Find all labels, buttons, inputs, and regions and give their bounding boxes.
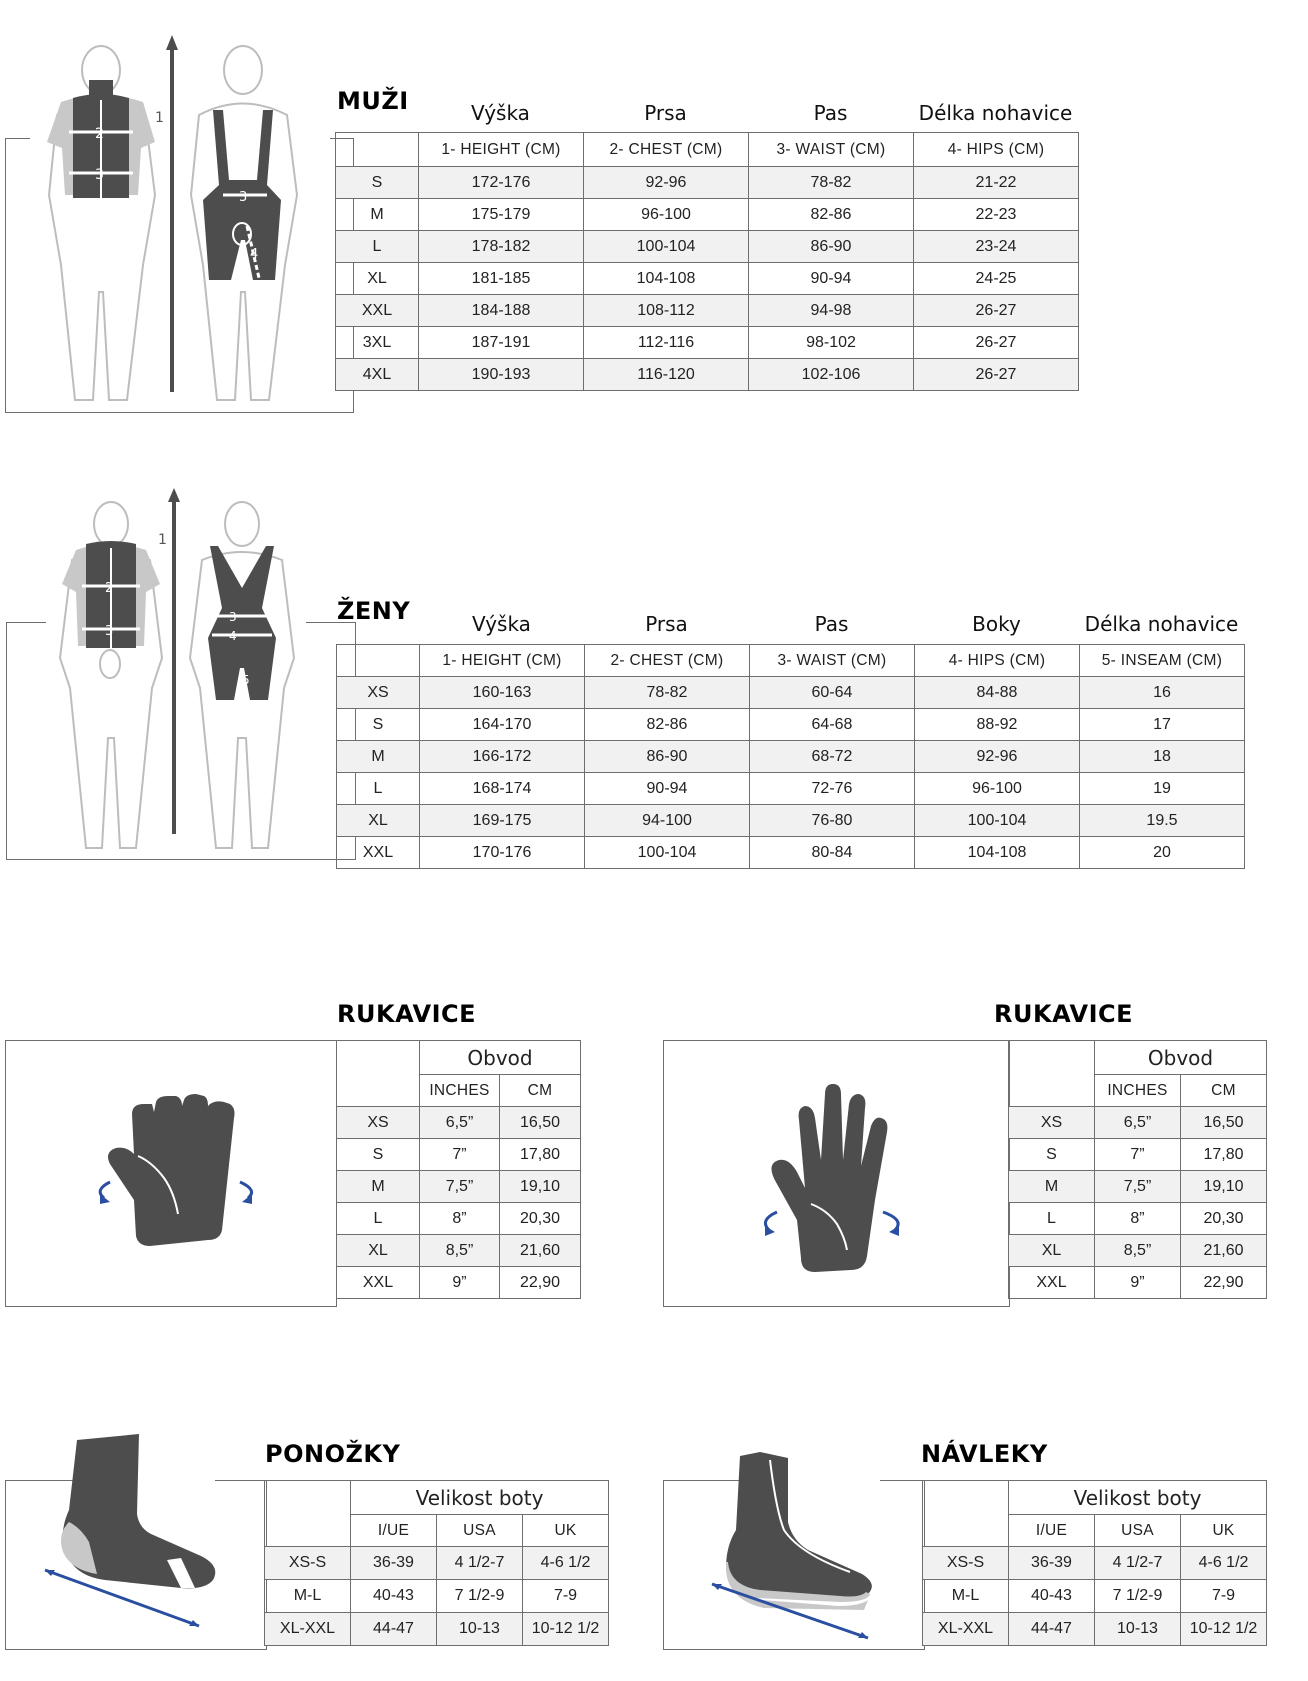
size-cell: M xyxy=(337,1171,420,1203)
table-cell: 96-100 xyxy=(915,773,1080,805)
women-header-inseam: 5- INSEAM (CM) xyxy=(1080,645,1245,677)
table-cell: 19,10 xyxy=(1181,1171,1267,1203)
socks-header-eu: I/UE xyxy=(351,1515,437,1547)
table-cell: 190-193 xyxy=(419,359,584,391)
table-row xyxy=(336,327,1079,359)
gloves-long-header-cm: CM xyxy=(1181,1075,1267,1107)
size-cell: 3XL xyxy=(336,327,419,359)
table-cell: 6,5” xyxy=(420,1107,500,1139)
table-cell: 88-92 xyxy=(915,709,1080,741)
women-header-height: 1- HEIGHT (CM) xyxy=(420,645,585,677)
table-cell: 164-170 xyxy=(420,709,585,741)
size-cell: S xyxy=(337,709,420,741)
table-row xyxy=(337,741,1245,773)
size-cell: XL-XXL xyxy=(923,1613,1009,1646)
short-finger-glove-icon xyxy=(90,1090,270,1260)
full-finger-glove-icon xyxy=(755,1080,925,1280)
table-row xyxy=(336,295,1079,327)
table-row xyxy=(336,199,1079,231)
size-cell: XXL xyxy=(336,295,419,327)
table-cell: 178-182 xyxy=(419,231,584,263)
table-cell: 16 xyxy=(1080,677,1245,709)
table-cell: 18 xyxy=(1080,741,1245,773)
size-cell: L xyxy=(336,231,419,263)
table-cell: 10-13 xyxy=(1095,1613,1181,1646)
men-header-waist: 3- WAIST (CM) xyxy=(749,133,914,167)
size-cell: S xyxy=(336,167,419,199)
table-cell: 60-64 xyxy=(750,677,915,709)
gloves-short-header-inches: INCHES xyxy=(420,1075,500,1107)
women-label-hips: Boky xyxy=(972,612,1021,636)
table-cell: 8” xyxy=(1095,1203,1181,1235)
table-cell: 22,90 xyxy=(1181,1267,1267,1299)
table-cell: 86-90 xyxy=(749,231,914,263)
gloves-short-header-cm: CM xyxy=(500,1075,581,1107)
table-cell: 187-191 xyxy=(419,327,584,359)
table-cell: 26-27 xyxy=(914,327,1079,359)
table-row xyxy=(1009,1171,1267,1203)
svg-text:5: 5 xyxy=(242,673,250,687)
size-cell: XL xyxy=(337,1235,420,1267)
size-cell: XS-S xyxy=(265,1547,351,1580)
table-cell: 94-100 xyxy=(585,805,750,837)
socks-group-row xyxy=(265,1481,609,1515)
table-cell: 82-86 xyxy=(749,199,914,231)
men-label-inseam: Délka nohavice xyxy=(918,101,1073,125)
table-cell: 10-12 1/2 xyxy=(523,1613,609,1646)
table-cell: 8,5” xyxy=(1095,1235,1181,1267)
table-cell: 116-120 xyxy=(584,359,749,391)
table-cell: 181-185 xyxy=(419,263,584,295)
table-cell: 44-47 xyxy=(351,1613,437,1646)
table-cell: 108-112 xyxy=(584,295,749,327)
gloves-short-table xyxy=(336,1040,581,1299)
table-cell: 175-179 xyxy=(419,199,584,231)
table-cell: 19.5 xyxy=(1080,805,1245,837)
table-row xyxy=(337,709,1245,741)
table-cell: 8” xyxy=(420,1203,500,1235)
size-cell: XXL xyxy=(1009,1267,1095,1299)
size-cell: L xyxy=(337,773,420,805)
women-height-marker: 1 xyxy=(158,532,167,548)
size-cell: XXL xyxy=(337,837,420,869)
table-cell: 172-176 xyxy=(419,167,584,199)
table-cell: 40-43 xyxy=(351,1580,437,1613)
table-row xyxy=(337,1267,581,1299)
socks-header-usa: USA xyxy=(437,1515,523,1547)
table-cell: 168-174 xyxy=(420,773,585,805)
table-cell: 40-43 xyxy=(1009,1580,1095,1613)
table-cell: 36-39 xyxy=(351,1547,437,1580)
size-cell: XXL xyxy=(337,1267,420,1299)
table-cell: 26-27 xyxy=(914,359,1079,391)
table-cell: 84-88 xyxy=(915,677,1080,709)
size-cell: M xyxy=(336,199,419,231)
table-cell: 22-23 xyxy=(914,199,1079,231)
table-cell: 7,5” xyxy=(1095,1171,1181,1203)
table-row xyxy=(337,1235,581,1267)
women-label-waist: Pas xyxy=(814,612,849,636)
size-cell: XL xyxy=(337,805,420,837)
table-cell: 90-94 xyxy=(585,773,750,805)
table-cell: 90-94 xyxy=(749,263,914,295)
overshoe-icon xyxy=(700,1450,900,1640)
table-row xyxy=(337,1171,581,1203)
table-row xyxy=(923,1547,1267,1580)
socks-table xyxy=(264,1480,609,1646)
size-cell: L xyxy=(1009,1203,1095,1235)
table-cell: 10-13 xyxy=(437,1613,523,1646)
svg-text:4: 4 xyxy=(250,247,259,262)
table-row xyxy=(923,1580,1267,1613)
overshoes-header-eu: I/UE xyxy=(1009,1515,1095,1547)
table-cell: 82-86 xyxy=(585,709,750,741)
svg-text:2: 2 xyxy=(105,581,114,596)
svg-text:3: 3 xyxy=(239,190,248,205)
table-cell: 6,5” xyxy=(1095,1107,1181,1139)
size-cell: XS xyxy=(337,677,420,709)
table-row xyxy=(337,1139,581,1171)
women-size-table xyxy=(336,644,1245,869)
table-cell: 76-80 xyxy=(750,805,915,837)
table-cell: 112-116 xyxy=(584,327,749,359)
women-label-chest: Prsa xyxy=(645,612,688,636)
table-cell: 7 1/2-9 xyxy=(1095,1580,1181,1613)
table-cell: 20 xyxy=(1080,837,1245,869)
table-cell: 86-90 xyxy=(585,741,750,773)
men-label-height: Výška xyxy=(471,101,530,125)
men-height-marker: 1 xyxy=(155,110,164,126)
men-label-chest: Prsa xyxy=(644,101,687,125)
table-cell: 21,60 xyxy=(1181,1235,1267,1267)
table-cell: 100-104 xyxy=(585,837,750,869)
table-cell: 21-22 xyxy=(914,167,1079,199)
table-cell: 21,60 xyxy=(500,1235,581,1267)
gloves-short-title: RUKAVICE xyxy=(337,1000,477,1028)
table-cell: 24-25 xyxy=(914,263,1079,295)
gloves-long-group-row xyxy=(1009,1041,1267,1075)
gloves-long-corner xyxy=(1009,1041,1095,1107)
table-row xyxy=(337,1203,581,1235)
gloves-short-group-row xyxy=(337,1041,581,1075)
women-title: ŽENY xyxy=(337,597,411,625)
table-cell: 7-9 xyxy=(1181,1580,1267,1613)
table-cell: 68-72 xyxy=(750,741,915,773)
table-row xyxy=(337,773,1245,805)
svg-text:2: 2 xyxy=(95,126,104,142)
table-row xyxy=(336,359,1079,391)
gloves-long-group-label: Obvod xyxy=(1095,1041,1267,1075)
table-cell: 26-27 xyxy=(914,295,1079,327)
men-title: MUŽI xyxy=(337,87,409,115)
men-header-hips: 4- HIPS (CM) xyxy=(914,133,1079,167)
table-cell: 104-108 xyxy=(584,263,749,295)
table-cell: 9” xyxy=(420,1267,500,1299)
women-header-hips: 4- HIPS (CM) xyxy=(915,645,1080,677)
size-cell: XS xyxy=(337,1107,420,1139)
table-cell: 92-96 xyxy=(915,741,1080,773)
men-size-table xyxy=(335,132,1079,391)
men-figure-illustration xyxy=(5,20,354,415)
size-cell: S xyxy=(337,1139,420,1171)
table-cell: 7-9 xyxy=(523,1580,609,1613)
overshoes-header-uk: UK xyxy=(1181,1515,1267,1547)
table-cell: 7” xyxy=(1095,1139,1181,1171)
table-cell: 98-102 xyxy=(749,327,914,359)
size-cell: XL xyxy=(336,263,419,295)
table-cell: 22,90 xyxy=(500,1267,581,1299)
table-cell: 23-24 xyxy=(914,231,1079,263)
women-figure-illustration xyxy=(6,488,356,860)
women-header-size xyxy=(337,645,420,677)
gloves-short-group-label: Obvod xyxy=(420,1041,581,1075)
women-header-waist: 3- WAIST (CM) xyxy=(750,645,915,677)
table-cell: 100-104 xyxy=(915,805,1080,837)
gloves-long-title: RUKAVICE xyxy=(994,1000,1134,1028)
size-cell: M xyxy=(1009,1171,1095,1203)
table-cell: 16,50 xyxy=(500,1107,581,1139)
table-cell: 8,5” xyxy=(420,1235,500,1267)
table-cell: 160-163 xyxy=(420,677,585,709)
svg-text:3: 3 xyxy=(229,610,237,624)
table-cell: 4 1/2-7 xyxy=(437,1547,523,1580)
size-cell: M xyxy=(337,741,420,773)
table-cell: 20,30 xyxy=(500,1203,581,1235)
table-cell: 78-82 xyxy=(749,167,914,199)
table-cell: 94-98 xyxy=(749,295,914,327)
men-header-row xyxy=(336,133,1079,167)
table-row xyxy=(265,1547,609,1580)
table-cell: 36-39 xyxy=(1009,1547,1095,1580)
table-row xyxy=(1009,1139,1267,1171)
table-row xyxy=(265,1580,609,1613)
women-header-row xyxy=(337,645,1245,677)
socks-group-label: Velikost boty xyxy=(351,1481,609,1515)
overshoes-title: NÁVLEKY xyxy=(921,1440,1048,1468)
men-header-size xyxy=(336,133,419,167)
size-cell: 4XL xyxy=(336,359,419,391)
table-row xyxy=(923,1613,1267,1646)
table-cell: 4-6 1/2 xyxy=(1181,1547,1267,1580)
table-cell: 100-104 xyxy=(584,231,749,263)
table-row xyxy=(337,805,1245,837)
table-cell: 92-96 xyxy=(584,167,749,199)
table-cell: 102-106 xyxy=(749,359,914,391)
socks-header-uk: UK xyxy=(523,1515,609,1547)
women-label-height: Výška xyxy=(472,612,531,636)
size-cell: L xyxy=(337,1203,420,1235)
table-row xyxy=(1009,1107,1267,1139)
table-row xyxy=(336,263,1079,295)
table-cell: 17 xyxy=(1080,709,1245,741)
table-cell: 7 1/2-9 xyxy=(437,1580,523,1613)
table-cell: 166-172 xyxy=(420,741,585,773)
men-header-height: 1- HEIGHT (CM) xyxy=(419,133,584,167)
table-row xyxy=(1009,1235,1267,1267)
table-cell: 9” xyxy=(1095,1267,1181,1299)
size-cell: XL xyxy=(1009,1235,1095,1267)
table-cell: 17,80 xyxy=(1181,1139,1267,1171)
svg-text:3: 3 xyxy=(95,167,104,183)
gloves-short-corner xyxy=(337,1041,420,1107)
table-row xyxy=(337,1107,581,1139)
table-cell: 44-47 xyxy=(1009,1613,1095,1646)
women-header-chest: 2- CHEST (CM) xyxy=(585,645,750,677)
table-cell: 19,10 xyxy=(500,1171,581,1203)
svg-text:3: 3 xyxy=(105,624,114,639)
svg-text:4: 4 xyxy=(229,629,237,643)
gloves-long-header-inches: INCHES xyxy=(1095,1075,1181,1107)
socks-title: PONOŽKY xyxy=(265,1440,401,1468)
overshoes-group-row xyxy=(923,1481,1267,1515)
size-cell: XL-XXL xyxy=(265,1613,351,1646)
size-cell: M-L xyxy=(265,1580,351,1613)
socks-corner xyxy=(265,1481,351,1547)
table-cell: 16,50 xyxy=(1181,1107,1267,1139)
table-cell: 4 1/2-7 xyxy=(1095,1547,1181,1580)
overshoes-table xyxy=(922,1480,1267,1646)
table-cell: 4-6 1/2 xyxy=(523,1547,609,1580)
overshoes-header-usa: USA xyxy=(1095,1515,1181,1547)
men-header-chest: 2- CHEST (CM) xyxy=(584,133,749,167)
size-cell: XS-S xyxy=(923,1547,1009,1580)
table-cell: 7” xyxy=(420,1139,500,1171)
size-cell: M-L xyxy=(923,1580,1009,1613)
table-cell: 10-12 1/2 xyxy=(1181,1613,1267,1646)
table-cell: 17,80 xyxy=(500,1139,581,1171)
table-cell: 104-108 xyxy=(915,837,1080,869)
table-row xyxy=(337,677,1245,709)
overshoes-group-label: Velikost boty xyxy=(1009,1481,1267,1515)
table-cell: 80-84 xyxy=(750,837,915,869)
table-cell: 72-76 xyxy=(750,773,915,805)
table-cell: 7,5” xyxy=(420,1171,500,1203)
table-cell: 96-100 xyxy=(584,199,749,231)
size-cell: S xyxy=(1009,1139,1095,1171)
table-row xyxy=(336,231,1079,263)
table-cell: 19 xyxy=(1080,773,1245,805)
table-row xyxy=(1009,1203,1267,1235)
size-cell: XS xyxy=(1009,1107,1095,1139)
table-row xyxy=(1009,1267,1267,1299)
table-cell: 169-175 xyxy=(420,805,585,837)
table-row xyxy=(336,167,1079,199)
men-label-waist: Pas xyxy=(813,101,848,125)
table-cell: 78-82 xyxy=(585,677,750,709)
table-cell: 64-68 xyxy=(750,709,915,741)
table-cell: 20,30 xyxy=(1181,1203,1267,1235)
table-row xyxy=(337,837,1245,869)
women-label-inseam: Délka nohavice xyxy=(1084,612,1239,636)
table-cell: 184-188 xyxy=(419,295,584,327)
overshoes-corner xyxy=(923,1481,1009,1547)
table-cell: 170-176 xyxy=(420,837,585,869)
sock-icon xyxy=(35,1430,235,1630)
gloves-long-table xyxy=(1008,1040,1267,1299)
table-row xyxy=(265,1613,609,1646)
